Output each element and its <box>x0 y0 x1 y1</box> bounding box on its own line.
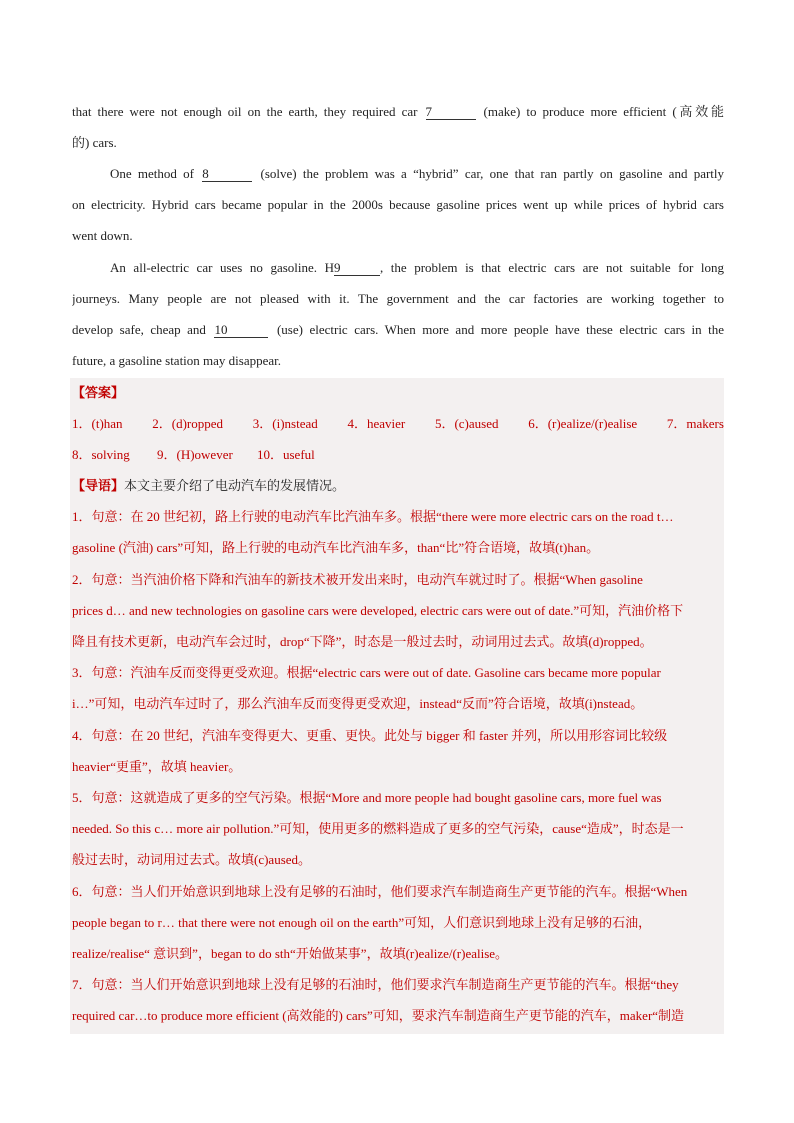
passage-line: An all-electric car uses no gasoline. H9 , the problem is that electric cars are not suitable for long <box>110 260 724 275</box>
passage-line: One method of 8 (solve) the problem was a “hybrid” car, one that ran partly on gasoline and partly <box>110 166 724 181</box>
explanation-line: i…”可知，电动汽车过时了，那么汽油车反而变得更受欢迎，instead“反而”符合语境，故填(i)nstead。 <box>72 696 644 711</box>
explanation-line: realize/realise“ 意识到”，began to do sth“开始做某事”，故填(r)ealize/(r)ealise。 <box>72 946 509 961</box>
passage-line: went down. <box>72 228 133 243</box>
blank-7[interactable]: 7 <box>426 104 476 120</box>
answer-item: 1．(t)han <box>72 416 123 431</box>
answer-heading: 【答案】 <box>72 386 125 401</box>
answer-item: 4．heavier <box>347 416 406 431</box>
passage-line: journeys. Many people are not pleased with it. The government and the car factories are working together to <box>72 291 724 306</box>
explanation-line: people began to r… that there were not enough oil on the earth”可知，人们意识到地球上没有足够的石油， <box>72 915 652 930</box>
explanation-line: 6．句意：当人们开始意识到地球上没有足够的石油时，他们要求汽车制造商生产更节能的汽车。根据“When <box>72 884 688 899</box>
passage-line: future, a gasoline station may disappear. <box>72 353 282 368</box>
explanation-line: 4．句意：在 20 世纪，汽油车变得更大、更重、更快。此处与 bigger 和 faster 并列，所以用形容词比较级 <box>72 728 668 743</box>
answer-item: 3．(i)nstead <box>252 416 318 431</box>
explanation-line: gasoline (汽油) cars”可知，路上行驶的电动汽车比汽油车多，than“比”符合语境，故填(t)han。 <box>72 540 600 555</box>
explanation-line: 般过去时，动词用过去式。故填(c)aused。 <box>72 852 312 867</box>
explanation-line: heavier“更重”，故填 heavier。 <box>72 759 242 774</box>
answer-item: 7．makers <box>666 416 724 431</box>
explanation-line: 5．句意：这就造成了更多的空气污染。根据“More and more people had bought gasoline cars, more fuel was <box>72 790 662 805</box>
passage-line: on electricity. Hybrid cars became popular in the 2000s because gasoline prices went up while prices of hybrid cars <box>72 197 724 212</box>
blank-8[interactable]: 8 <box>202 166 252 182</box>
explanation-line: 7．句意：当人们开始意识到地球上没有足够的石油时，他们要求汽车制造商生产更节能的汽车。根据“they <box>72 977 679 992</box>
guide-heading: 【导语】 <box>72 479 125 494</box>
passage-line: 的) cars. <box>72 135 117 150</box>
explanation-line: required car…to produce more efficient (高效能的) cars”可知，要求汽车制造商生产更节能的汽车，maker“制造 <box>72 1008 685 1023</box>
passage-line: develop safe, cheap and 10 (use) electric cars. When more and more people have these electric cars in the <box>72 322 724 337</box>
answer-item: 5．(c)aused <box>434 416 499 431</box>
answers-row <box>72 445 724 465</box>
explanation-line: prices d… and new technologies on gasoline cars were developed, electric cars were out of date.”可知，汽油价格下 <box>72 603 684 618</box>
explanation-line: 2．句意：当汽油价格下降和汽油车的新技术被开发出来时，电动汽车就过时了。根据“When gasoline <box>72 572 643 587</box>
blank-9[interactable]: 9 <box>334 260 380 276</box>
answers-row <box>72 414 724 434</box>
answer-item: 6．(r)ealize/(r)ealise <box>528 416 638 431</box>
explanation-line: 3．句意：汽油车反而变得更受欢迎。根据“electric cars were out of date. Gasoline cars became more popular <box>72 665 661 680</box>
answer-item: 2．(d)ropped <box>152 416 224 431</box>
explanation-line: 1．句意：在 20 世纪初，路上行驶的电动汽车比汽油车多。根据“there were more electric cars on the road t… <box>72 509 674 524</box>
guide-text: 本文主要介绍了电动汽车的发展情况。 <box>124 478 346 493</box>
explanation-line: needed. So this c… more air pollution.”可知，使用更多的燃料造成了更多的空气污染，cause“造成”，时态是一 <box>72 821 684 836</box>
blank-10[interactable]: 10 <box>214 322 268 338</box>
explanation-line: 降且有技术更新，电动汽车会过时，drop“下降”，时态是一般过去时，动词用过去式。故填(d)ropped。 <box>72 634 653 649</box>
answer-item: 10．useful <box>257 447 315 462</box>
passage-line: that there were not enough oil on the earth, they required car 7 (make) to produce more efficient (高效能 <box>72 104 724 119</box>
answer-item: 9．(H)owever <box>157 447 233 462</box>
answer-item: 8．solving <box>72 447 130 462</box>
